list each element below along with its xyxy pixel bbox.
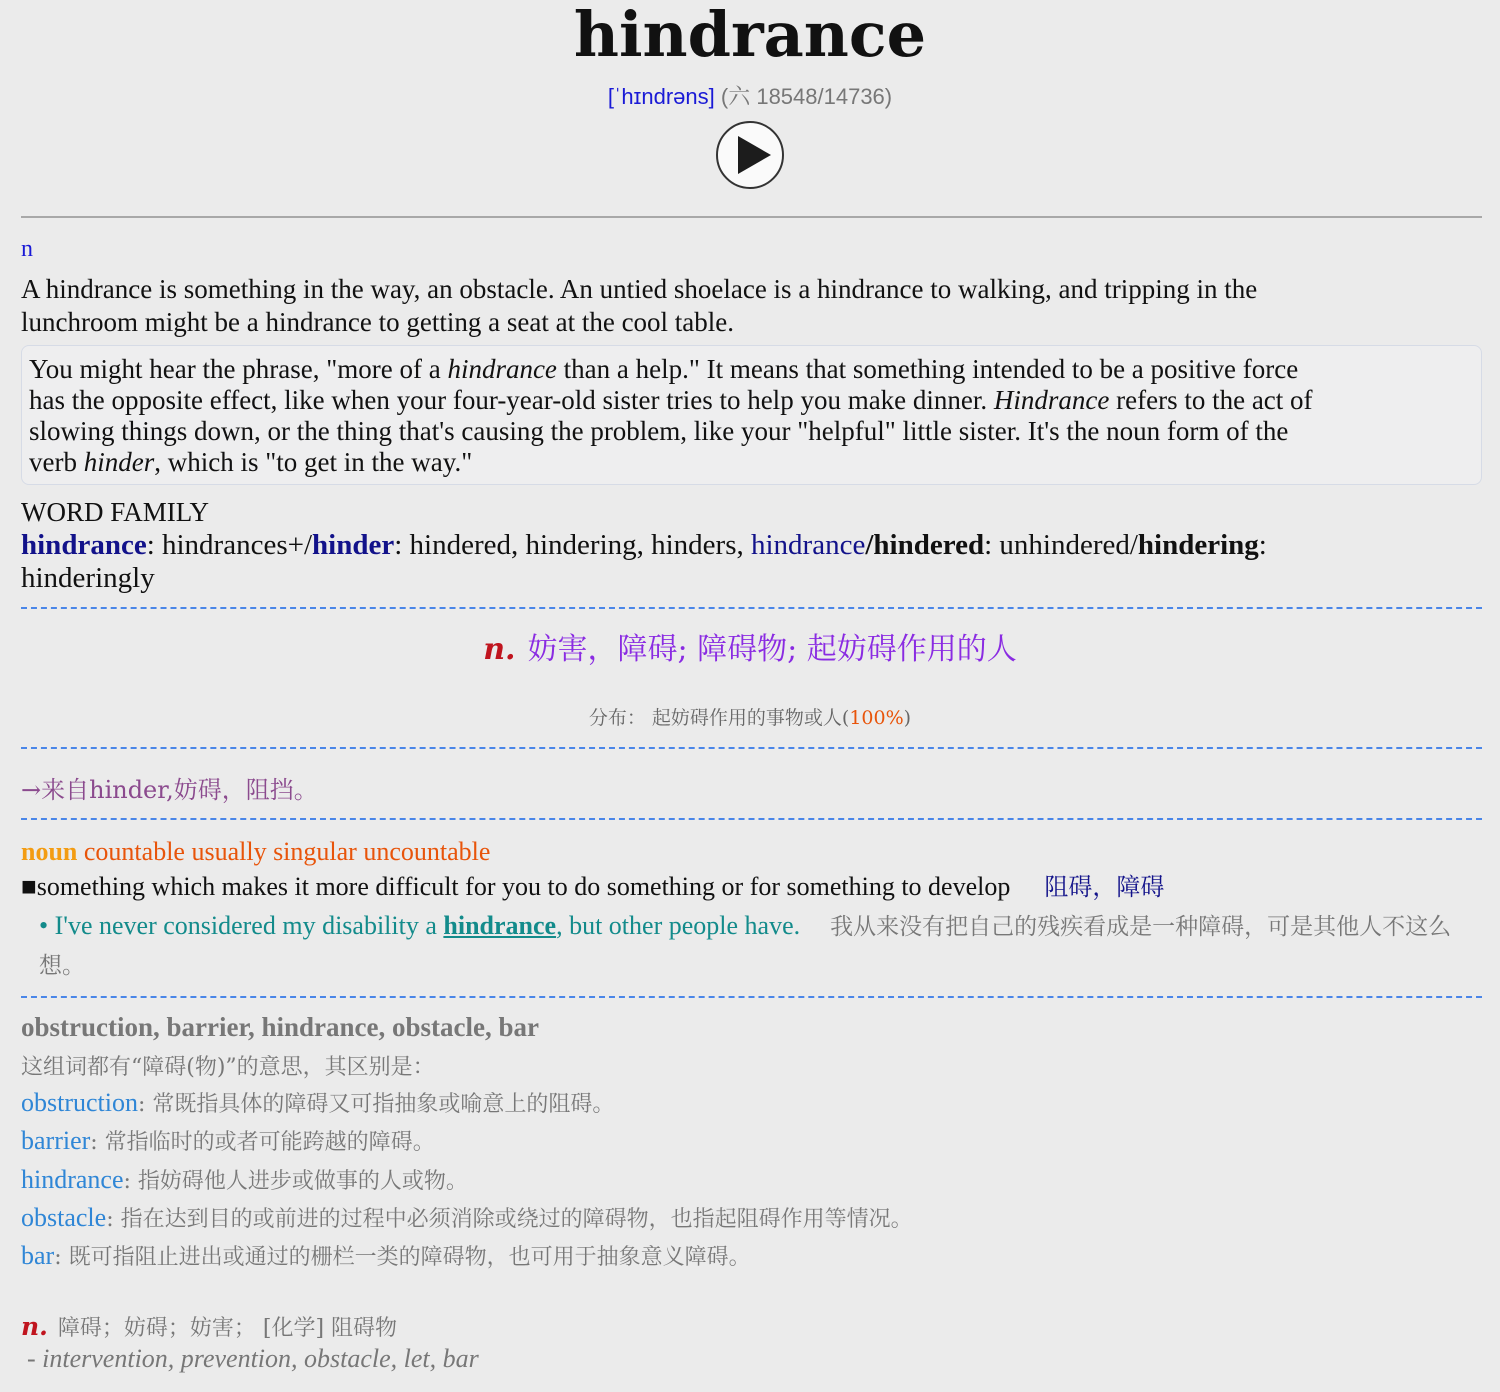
section-divider	[21, 996, 1482, 998]
synonym-word[interactable]: obstruction	[21, 1088, 138, 1117]
collins-noun: noun	[21, 837, 78, 866]
synonym-item: barrier: 常指临时的或者可能跨越的障碍。	[21, 1126, 435, 1155]
synonym-word[interactable]: barrier	[21, 1126, 91, 1155]
collins-grammar	[21, 836, 490, 868]
collins-grammar-tags: countable usually singular uncountable	[77, 837, 491, 866]
short-definition-line-2: lunchroom might be a hindrance to getting a seat at the cool table.	[21, 307, 735, 337]
long-definition-line: has the opposite effect, like when your four-year-old sister tries to help you make dinner. Hindrance refers to the act of	[29, 385, 1313, 415]
section-divider	[21, 607, 1482, 609]
short-definition-line-1: A hindrance is something in the way, an obstacle. An untied shoelace is a hindrance to walking, and tripping in the	[21, 274, 1258, 304]
basic-synonyms: - intervention, prevention, obstacle, let, bar	[27, 1344, 479, 1373]
synonym-group-title: obstruction, barrier, hindrance, obstacle, bar	[21, 1012, 539, 1042]
pronunciation-line	[0, 82, 1500, 112]
cn-pos: n.	[483, 632, 516, 667]
word-family-link[interactable]: hindrance	[751, 529, 866, 561]
synonym-word[interactable]: bar	[21, 1241, 55, 1270]
cn-def-text: 妨害，障碍; 障碍物; 起妨碍作用的人	[527, 632, 1017, 667]
example-highlight: hindrance	[443, 911, 557, 940]
header-divider	[21, 216, 1482, 218]
section-divider	[21, 747, 1482, 749]
collins-example: • I've never considered my disability a hindrance, but other people have. 我从来没有把自己的残疾看成是一种障碍，可是其他人不这么想。	[39, 911, 1452, 979]
synonym-item: obstacle: 指在达到目的或前进的过程中必须消除或绕过的障碍物，也指起阻碍作用等情况。	[21, 1203, 913, 1232]
chinese-definition	[0, 630, 1500, 670]
synonym-intro: 这组词都有“障碍(物)”的意思，其区别是：	[21, 1055, 435, 1080]
basic-definition: n. 障碍；妨碍；妨害； [化学] 阻碍物	[21, 1312, 398, 1341]
sense-distribution: 分布： 起妨碍作用的事物或人(100%)	[588, 707, 912, 729]
section-divider	[21, 818, 1482, 820]
synonym-item: hindrance: 指妨碍他人进步或做事的人或物。	[21, 1165, 468, 1194]
play-audio-button[interactable]	[716, 121, 784, 189]
word-family-link[interactable]: hinder	[312, 529, 395, 561]
long-definition-line: You might hear the phrase, "more of a hindrance than a help." It means that something intended to be a positive force	[29, 354, 1299, 384]
long-definition-line: verb hinder, which is "to get in the way."	[29, 447, 473, 477]
synonym-word[interactable]: obstacle	[21, 1203, 107, 1232]
part-of-speech: n	[21, 236, 33, 262]
distribution-percent: 100%	[849, 707, 904, 729]
word-family-word: hindering	[1137, 529, 1259, 561]
etymology: →来自hinder,妨碍，阻挡。	[21, 776, 318, 804]
word-family-line-2: hinderingly	[21, 562, 155, 594]
long-definition-line: slowing things down, or the thing that's causing the problem, like your "helpful" little sister. It's the noun form of the	[29, 416, 1289, 446]
phonetic: [ˈhɪndrəns]	[607, 84, 715, 109]
synonym-item: obstruction: 常既指具体的障碍又可指抽象或喻意上的阻碍。	[21, 1088, 615, 1117]
example-translation: 我从来没有把自己的残疾看成是一种障碍，可是其他人不这么想。	[39, 914, 1452, 979]
word-family-line: hindrance: hindrances+/hinder: hindered, hindering, hinders, hindrance/hindered: unhindered/hindering:	[21, 529, 1267, 561]
word-family-label: WORD FAMILY	[21, 497, 210, 527]
play-icon	[718, 123, 782, 187]
word-family-link[interactable]: hindrance	[21, 529, 147, 561]
basic-pos: n.	[21, 1312, 48, 1341]
collins-definition: ■something which makes it more difficult for you to do something or for something to develop 阻碍，障碍	[21, 872, 1165, 901]
long-definition-box	[21, 345, 1482, 485]
synonym-item: bar: 既可指阻止进出或通过的栅栏一类的障碍物，也可用于抽象意义障碍。	[21, 1241, 751, 1270]
collins-def-cn: 阻碍，障碍	[1044, 873, 1165, 901]
headword: hindrance	[573, 0, 927, 71]
word-family-word: hindered	[873, 529, 985, 561]
synonym-word[interactable]: hindrance	[21, 1165, 124, 1194]
frequency: (六 18548/14736)	[720, 84, 893, 109]
